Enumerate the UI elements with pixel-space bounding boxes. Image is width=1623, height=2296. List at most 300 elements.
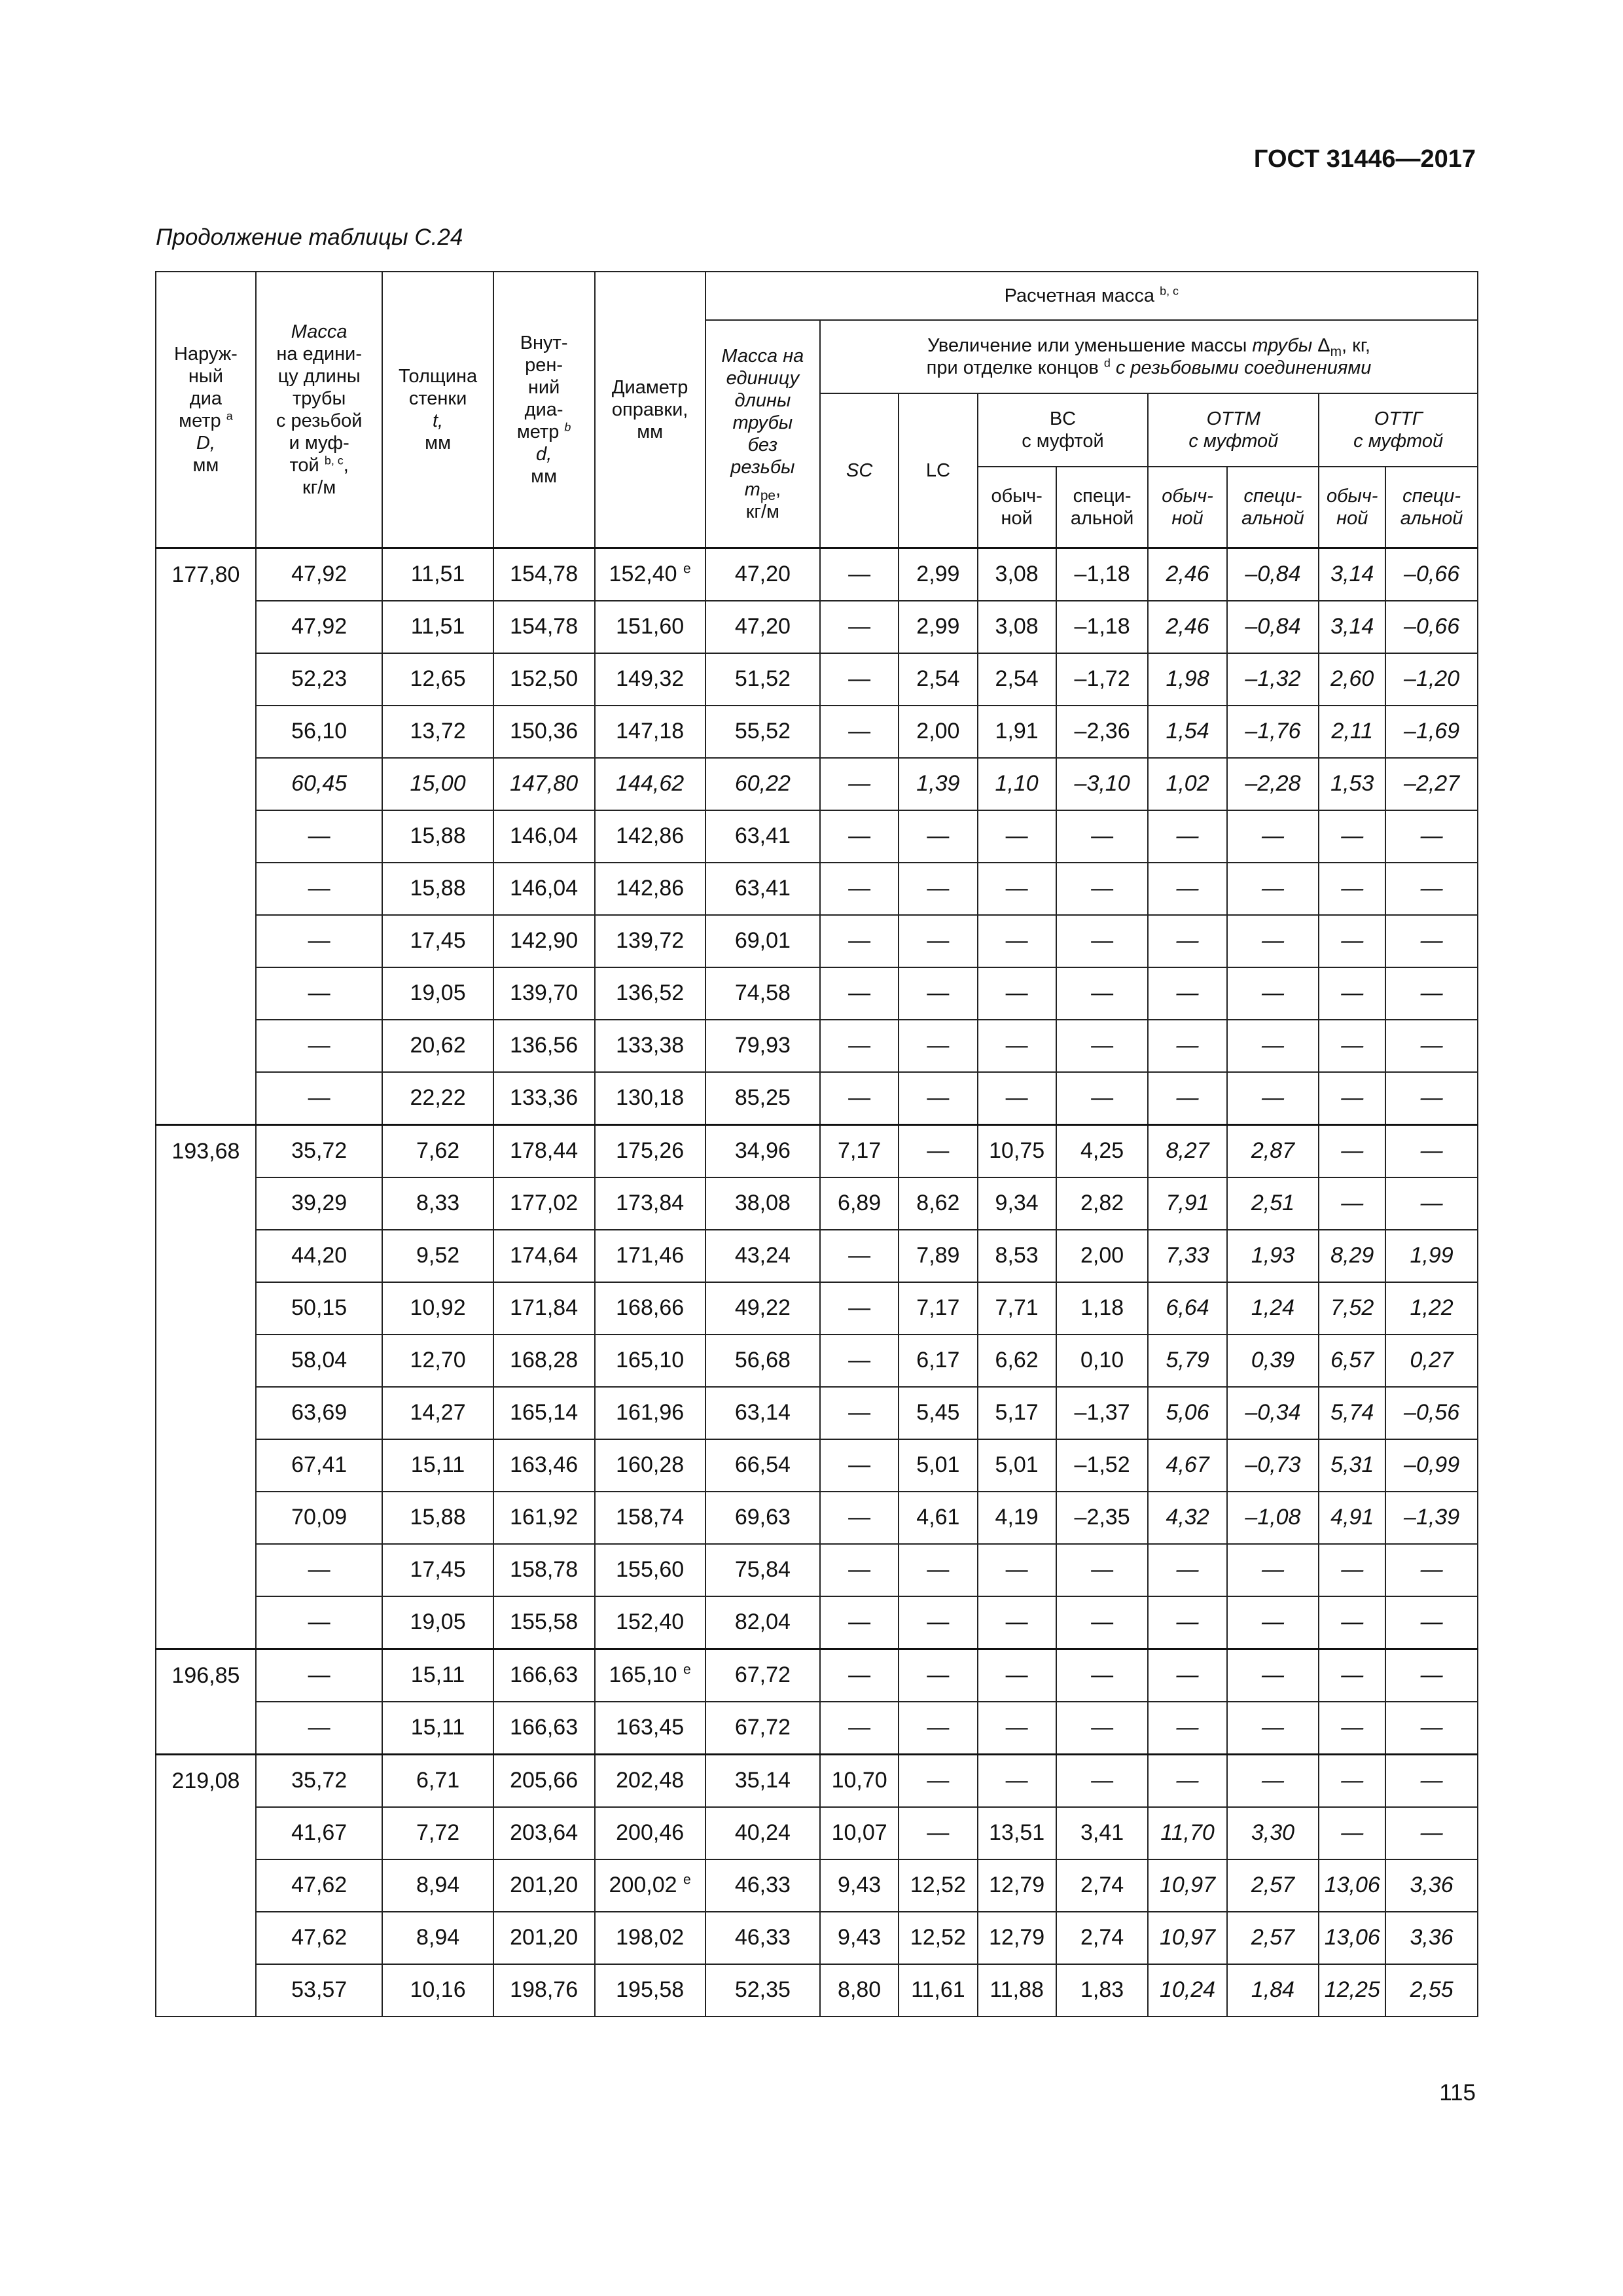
table-cell: 2,55: [1385, 1964, 1478, 2017]
table-row: [156, 758, 1478, 810]
table-cell: 2,57: [1227, 1859, 1319, 1912]
table-cell: 2,99: [899, 548, 977, 601]
table-cell: —: [899, 1807, 977, 1859]
table-cell: 4,25: [1056, 1124, 1149, 1177]
table-cell: —: [1319, 1596, 1385, 1649]
table-cell: 47,20: [705, 601, 820, 653]
table-cell: 3,36: [1385, 1859, 1478, 1912]
table-cell: 22,22: [382, 1072, 493, 1125]
table-cell: —: [820, 1335, 899, 1387]
table-cell: 142,86: [595, 810, 705, 863]
table-cell: –1,18: [1056, 601, 1149, 653]
table-cell: 8,53: [978, 1230, 1056, 1282]
table-cell: 52,23: [256, 653, 383, 706]
table-cell: —: [1385, 810, 1478, 863]
table-cell: 6,17: [899, 1335, 977, 1387]
table-cell: 201,20: [493, 1859, 595, 1912]
table-cell: –2,27: [1385, 758, 1478, 810]
table-cell: 8,94: [382, 1859, 493, 1912]
table-cell: 9,43: [820, 1859, 899, 1912]
table-cell: 7,71: [978, 1282, 1056, 1335]
table-cell: 52,35: [705, 1964, 820, 2017]
table-cell: —: [978, 1649, 1056, 1702]
table-cell: —: [978, 1072, 1056, 1125]
table-body: [156, 548, 1478, 2017]
table-cell: 3,36: [1385, 1912, 1478, 1964]
table-cell: 63,41: [705, 810, 820, 863]
table-header: [156, 272, 1478, 548]
table-cell: —: [899, 967, 977, 1020]
table-cell: 47,92: [256, 601, 383, 653]
table-cell: —: [1056, 1754, 1149, 1807]
table-cell: —: [1056, 1702, 1149, 1755]
table-cell: —: [256, 1072, 383, 1125]
table-cell: 154,78: [493, 548, 595, 601]
table-row: [156, 1282, 1478, 1335]
table-cell: 53,57: [256, 1964, 383, 2017]
table-cell: 74,58: [705, 967, 820, 1020]
table-cell: 2,54: [899, 653, 977, 706]
table-cell: –0,84: [1227, 601, 1319, 653]
table-cell: —: [1148, 863, 1226, 915]
table-cell: 1,84: [1227, 1964, 1319, 2017]
table-cell: —: [1056, 1020, 1149, 1072]
outer-diameter-cell: 193,68: [156, 1124, 256, 1649]
table-cell: 171,84: [493, 1282, 595, 1335]
page-number: 115: [1439, 2080, 1476, 2106]
table-row: [156, 1177, 1478, 1230]
table-cell: 1,02: [1148, 758, 1226, 810]
table-cell: 9,34: [978, 1177, 1056, 1230]
table-cell: 12,79: [978, 1912, 1056, 1964]
table-cell: 41,67: [256, 1807, 383, 1859]
table-row: [156, 1124, 1478, 1177]
table-cell: 17,45: [382, 915, 493, 967]
table-cell: —: [1148, 1072, 1226, 1125]
table-cell: 56,10: [256, 706, 383, 758]
table-cell: 202,48: [595, 1754, 705, 1807]
col-header-ottg-special: специ- альной: [1385, 467, 1478, 548]
table-cell: —: [1319, 967, 1385, 1020]
table-row: [156, 601, 1478, 653]
table-cell: —: [978, 1596, 1056, 1649]
table-cell: 165,10: [595, 1335, 705, 1387]
table-cell: —: [1148, 1596, 1226, 1649]
table-cell: 6,64: [1148, 1282, 1226, 1335]
table-cell: 139,70: [493, 967, 595, 1020]
table-cell: 2,00: [1056, 1230, 1149, 1282]
col-header-ottg-regular: обыч- ной: [1319, 467, 1385, 548]
table-cell: —: [256, 1596, 383, 1649]
table-cell: 8,27: [1148, 1124, 1226, 1177]
table-cell: —: [1056, 1544, 1149, 1596]
table-cell: —: [820, 810, 899, 863]
table-cell: 160,28: [595, 1439, 705, 1492]
table-cell: 1,18: [1056, 1282, 1149, 1335]
table-row: [156, 1649, 1478, 1702]
table-cell: 154,78: [493, 601, 595, 653]
table-cell: 8,80: [820, 1964, 899, 2017]
table-cell: –1,32: [1227, 653, 1319, 706]
table-cell: 136,56: [493, 1020, 595, 1072]
col-header-bc: BC с муфтой: [978, 393, 1149, 467]
table-cell: 46,33: [705, 1859, 820, 1912]
table-cell: 2,82: [1056, 1177, 1149, 1230]
table-cell: 144,62: [595, 758, 705, 810]
table-cell: 161,92: [493, 1492, 595, 1544]
table-cell: 5,31: [1319, 1439, 1385, 1492]
table-cell: —: [1227, 1072, 1319, 1125]
table-row: [156, 1439, 1478, 1492]
table-cell: 8,94: [382, 1912, 493, 1964]
table-cell: —: [1319, 1649, 1385, 1702]
table-cell: 173,84: [595, 1177, 705, 1230]
table-cell: 200,46: [595, 1807, 705, 1859]
table-cell: 200,02 $^e$: [595, 1859, 705, 1912]
table-cell: 10,92: [382, 1282, 493, 1335]
table-row: [156, 1335, 1478, 1387]
table-cell: —: [1148, 1649, 1226, 1702]
table-cell: –0,66: [1385, 601, 1478, 653]
table-cell: 161,96: [595, 1387, 705, 1439]
table-cell: 3,14: [1319, 548, 1385, 601]
table-row: [156, 548, 1478, 601]
table-cell: —: [820, 967, 899, 1020]
table-cell: —: [256, 1020, 383, 1072]
table-cell: —: [1148, 810, 1226, 863]
table-cell: —: [899, 1596, 977, 1649]
table-cell: 8,29: [1319, 1230, 1385, 1282]
table-cell: 1,83: [1056, 1964, 1149, 2017]
table-cell: 13,06: [1319, 1859, 1385, 1912]
table-cell: 12,79: [978, 1859, 1056, 1912]
table-cell: 60,45: [256, 758, 383, 810]
table-cell: 58,04: [256, 1335, 383, 1387]
table-cell: 14,27: [382, 1387, 493, 1439]
table-cell: –2,36: [1056, 706, 1149, 758]
table-cell: —: [256, 863, 383, 915]
table-cell: 12,25: [1319, 1964, 1385, 2017]
table-cell: —: [1056, 1072, 1149, 1125]
table-cell: —: [1056, 915, 1149, 967]
table-cell: 49,22: [705, 1282, 820, 1335]
table-cell: 9,52: [382, 1230, 493, 1282]
table-cell: 5,74: [1319, 1387, 1385, 1439]
table-cell: 158,74: [595, 1492, 705, 1544]
table-cell: —: [1385, 967, 1478, 1020]
table-cell: —: [820, 863, 899, 915]
table-cell: 51,52: [705, 653, 820, 706]
table-cell: 20,62: [382, 1020, 493, 1072]
table-cell: 171,46: [595, 1230, 705, 1282]
table-row: [156, 810, 1478, 863]
table-cell: 201,20: [493, 1912, 595, 1964]
footnote-mark: e: [683, 1662, 691, 1677]
table-cell: —: [820, 1387, 899, 1439]
footnote-mark: e: [683, 561, 691, 577]
col-header-ottg: ОТТГ с муфтой: [1319, 393, 1478, 467]
table-cell: —: [1056, 863, 1149, 915]
table-cell: —: [820, 915, 899, 967]
table-cell: 136,52: [595, 967, 705, 1020]
table-cell: 8,33: [382, 1177, 493, 1230]
table-cell: 10,97: [1148, 1859, 1226, 1912]
table-cell: —: [1319, 810, 1385, 863]
outer-diameter-cell: 219,08: [156, 1754, 256, 2017]
table-cell: —: [1319, 1124, 1385, 1177]
table-cell: 2,99: [899, 601, 977, 653]
table-cell: 2,57: [1227, 1912, 1319, 1964]
table-cell: —: [1227, 863, 1319, 915]
table-cell: —: [820, 1282, 899, 1335]
table-cell: —: [1148, 1020, 1226, 1072]
table-cell: 4,61: [899, 1492, 977, 1544]
table-cell: 3,41: [1056, 1807, 1149, 1859]
table-cell: –2,28: [1227, 758, 1319, 810]
table-cell: 15,88: [382, 810, 493, 863]
table-cell: 15,88: [382, 863, 493, 915]
table-cell: 195,58: [595, 1964, 705, 2017]
table-cell: 82,04: [705, 1596, 820, 1649]
table-row: [156, 706, 1478, 758]
table-cell: 152,40 $^e$: [595, 548, 705, 601]
table-row: [156, 1230, 1478, 1282]
table-cell: 1,98: [1148, 653, 1226, 706]
table-cell: 75,84: [705, 1544, 820, 1596]
table-cell: —: [820, 1492, 899, 1544]
table-cell: 79,93: [705, 1020, 820, 1072]
table-row: [156, 1492, 1478, 1544]
table-cell: —: [1227, 1020, 1319, 1072]
table-cell: 12,52: [899, 1859, 977, 1912]
table-cell: 10,24: [1148, 1964, 1226, 2017]
table-cell: —: [256, 1649, 383, 1702]
table-cell: –1,18: [1056, 548, 1149, 601]
table-cell: —: [978, 1702, 1056, 1755]
table-cell: —: [1227, 915, 1319, 967]
table-cell: —: [1227, 1754, 1319, 1807]
table-cell: 35,72: [256, 1754, 383, 1807]
table-cell: 63,69: [256, 1387, 383, 1439]
table-cell: 39,29: [256, 1177, 383, 1230]
table-cell: 177,02: [493, 1177, 595, 1230]
table-cell: —: [1385, 1020, 1478, 1072]
table-cell: 203,64: [493, 1807, 595, 1859]
col-header-wall-thickness: Толщина стенки t, мм: [382, 272, 493, 548]
table-cell: 11,61: [899, 1964, 977, 2017]
table-cell: 7,62: [382, 1124, 493, 1177]
table-cell: 40,24: [705, 1807, 820, 1859]
table-cell: 168,28: [493, 1335, 595, 1387]
table-cell: —: [978, 915, 1056, 967]
table-cell: 1,54: [1148, 706, 1226, 758]
table-cell: —: [899, 1124, 977, 1177]
table-cell: —: [820, 1544, 899, 1596]
table-cell: —: [1385, 1649, 1478, 1702]
col-header-lc: LC: [899, 393, 977, 548]
table-cell: 2,46: [1148, 601, 1226, 653]
data-table: [155, 271, 1478, 2017]
table-cell: —: [1319, 1754, 1385, 1807]
table-cell: 175,26: [595, 1124, 705, 1177]
table-cell: 47,62: [256, 1859, 383, 1912]
table-cell: —: [1227, 1702, 1319, 1755]
table-cell: —: [1385, 863, 1478, 915]
col-header-ottm-special: специ- альной: [1227, 467, 1319, 548]
table-cell: 47,92: [256, 548, 383, 601]
table-cell: 166,63: [493, 1649, 595, 1702]
table-cell: 17,45: [382, 1544, 493, 1596]
table-cell: 55,52: [705, 706, 820, 758]
table-cell: —: [1319, 1544, 1385, 1596]
table-row: [156, 863, 1478, 915]
table-cell: —: [899, 1020, 977, 1072]
table-cell: —: [1148, 1544, 1226, 1596]
table-cell: —: [978, 1020, 1056, 1072]
table-cell: —: [820, 548, 899, 601]
table-cell: 46,33: [705, 1912, 820, 1964]
table-cell: —: [899, 1649, 977, 1702]
table-cell: 133,36: [493, 1072, 595, 1125]
table-row: [156, 653, 1478, 706]
table-cell: —: [820, 1072, 899, 1125]
table-cell: 1,22: [1385, 1282, 1478, 1335]
col-header-ottm-regular: обыч- ной: [1148, 467, 1226, 548]
table-cell: 67,41: [256, 1439, 383, 1492]
table-cell: —: [820, 1596, 899, 1649]
table-cell: 155,60: [595, 1544, 705, 1596]
table-cell: 10,75: [978, 1124, 1056, 1177]
table-cell: 7,17: [820, 1124, 899, 1177]
table-cell: 7,89: [899, 1230, 977, 1282]
table-cell: —: [1385, 1754, 1478, 1807]
table-cell: —: [820, 1439, 899, 1492]
table-cell: —: [1319, 1807, 1385, 1859]
table-cell: 12,65: [382, 653, 493, 706]
table-cell: 63,14: [705, 1387, 820, 1439]
table-cell: 38,08: [705, 1177, 820, 1230]
table-cell: 6,57: [1319, 1335, 1385, 1387]
table-cell: 166,63: [493, 1702, 595, 1755]
table-cell: —: [1148, 915, 1226, 967]
table-cell: 13,72: [382, 706, 493, 758]
table-cell: 198,02: [595, 1912, 705, 1964]
table-cell: 163,46: [493, 1439, 595, 1492]
table-cell: —: [1385, 1544, 1478, 1596]
table-cell: 10,16: [382, 1964, 493, 2017]
table-cell: 1,39: [899, 758, 977, 810]
col-header-mass-change: Увеличение или уменьшение массы трубы $\Delta_m$, кг, при отделке концов $^d$ с резьбовыми соединениями: [820, 320, 1478, 393]
table-cell: 198,76: [493, 1964, 595, 2017]
table-cell: 147,18: [595, 706, 705, 758]
table-cell: 34,96: [705, 1124, 820, 1177]
table-cell: 7,17: [899, 1282, 977, 1335]
outer-diameter-cell: 196,85: [156, 1649, 256, 1754]
table-cell: 1,53: [1319, 758, 1385, 810]
table-cell: 70,09: [256, 1492, 383, 1544]
table-cell: 10,97: [1148, 1912, 1226, 1964]
table-cell: –1,37: [1056, 1387, 1149, 1439]
table-cell: 44,20: [256, 1230, 383, 1282]
table-cell: —: [1385, 1124, 1478, 1177]
table-cell: –0,73: [1227, 1439, 1319, 1492]
col-header-bc-special: специ- альной: [1056, 467, 1149, 548]
table-cell: 5,45: [899, 1387, 977, 1439]
table-cell: 11,51: [382, 601, 493, 653]
table-cell: —: [1385, 1702, 1478, 1755]
table-row: [156, 967, 1478, 1020]
table-cell: 0,10: [1056, 1335, 1149, 1387]
table-cell: 152,40: [595, 1596, 705, 1649]
table-cell: 5,17: [978, 1387, 1056, 1439]
table-cell: 150,36: [493, 706, 595, 758]
table-cell: –3,10: [1056, 758, 1149, 810]
table-row: [156, 915, 1478, 967]
table-cell: —: [820, 653, 899, 706]
table-cell: 13,51: [978, 1807, 1056, 1859]
table-cell: 4,91: [1319, 1492, 1385, 1544]
table-cell: 19,05: [382, 967, 493, 1020]
table-cell: 5,01: [899, 1439, 977, 1492]
table-cell: 6,89: [820, 1177, 899, 1230]
table-cell: —: [1319, 1020, 1385, 1072]
table-cell: —: [899, 810, 977, 863]
table-cell: 60,22: [705, 758, 820, 810]
table-cell: 11,88: [978, 1964, 1056, 2017]
table-cell: 2,00: [899, 706, 977, 758]
table-cell: —: [820, 1020, 899, 1072]
table-cell: —: [899, 1072, 977, 1125]
table-cell: 146,04: [493, 810, 595, 863]
table-cell: –0,34: [1227, 1387, 1319, 1439]
table-cell: 4,32: [1148, 1492, 1226, 1544]
table-cell: 69,01: [705, 915, 820, 967]
table-row: [156, 1387, 1478, 1439]
table-cell: 15,11: [382, 1439, 493, 1492]
table-cell: 133,38: [595, 1020, 705, 1072]
table-cell: 19,05: [382, 1596, 493, 1649]
table-cell: —: [1385, 1596, 1478, 1649]
table-cell: 2,60: [1319, 653, 1385, 706]
table-cell: 2,74: [1056, 1912, 1149, 1964]
table-row: [156, 1020, 1478, 1072]
table-cell: 69,63: [705, 1492, 820, 1544]
table-cell: 11,70: [1148, 1807, 1226, 1859]
table-cell: 152,50: [493, 653, 595, 706]
table-cell: 0,27: [1385, 1335, 1478, 1387]
table-cell: –0,84: [1227, 548, 1319, 601]
table-cell: –0,99: [1385, 1439, 1478, 1492]
table-cell: –1,69: [1385, 706, 1478, 758]
table-cell: 85,25: [705, 1072, 820, 1125]
standard-number: ГОСТ 31446—2017: [1253, 145, 1476, 173]
table-cell: —: [1227, 1649, 1319, 1702]
table-cell: 43,24: [705, 1230, 820, 1282]
table-row: [156, 1702, 1478, 1755]
table-cell: —: [256, 810, 383, 863]
col-header-sc: SC: [820, 393, 899, 548]
outer-diameter-cell: 177,80: [156, 548, 256, 1124]
table-cell: 2,11: [1319, 706, 1385, 758]
table-cell: –1,08: [1227, 1492, 1319, 1544]
table-cell: —: [820, 758, 899, 810]
table-cell: 142,86: [595, 863, 705, 915]
table-cell: 2,54: [978, 653, 1056, 706]
table-cell: 35,14: [705, 1754, 820, 1807]
table-cell: –1,72: [1056, 653, 1149, 706]
table-cell: 3,08: [978, 601, 1056, 653]
table-cell: 2,87: [1227, 1124, 1319, 1177]
